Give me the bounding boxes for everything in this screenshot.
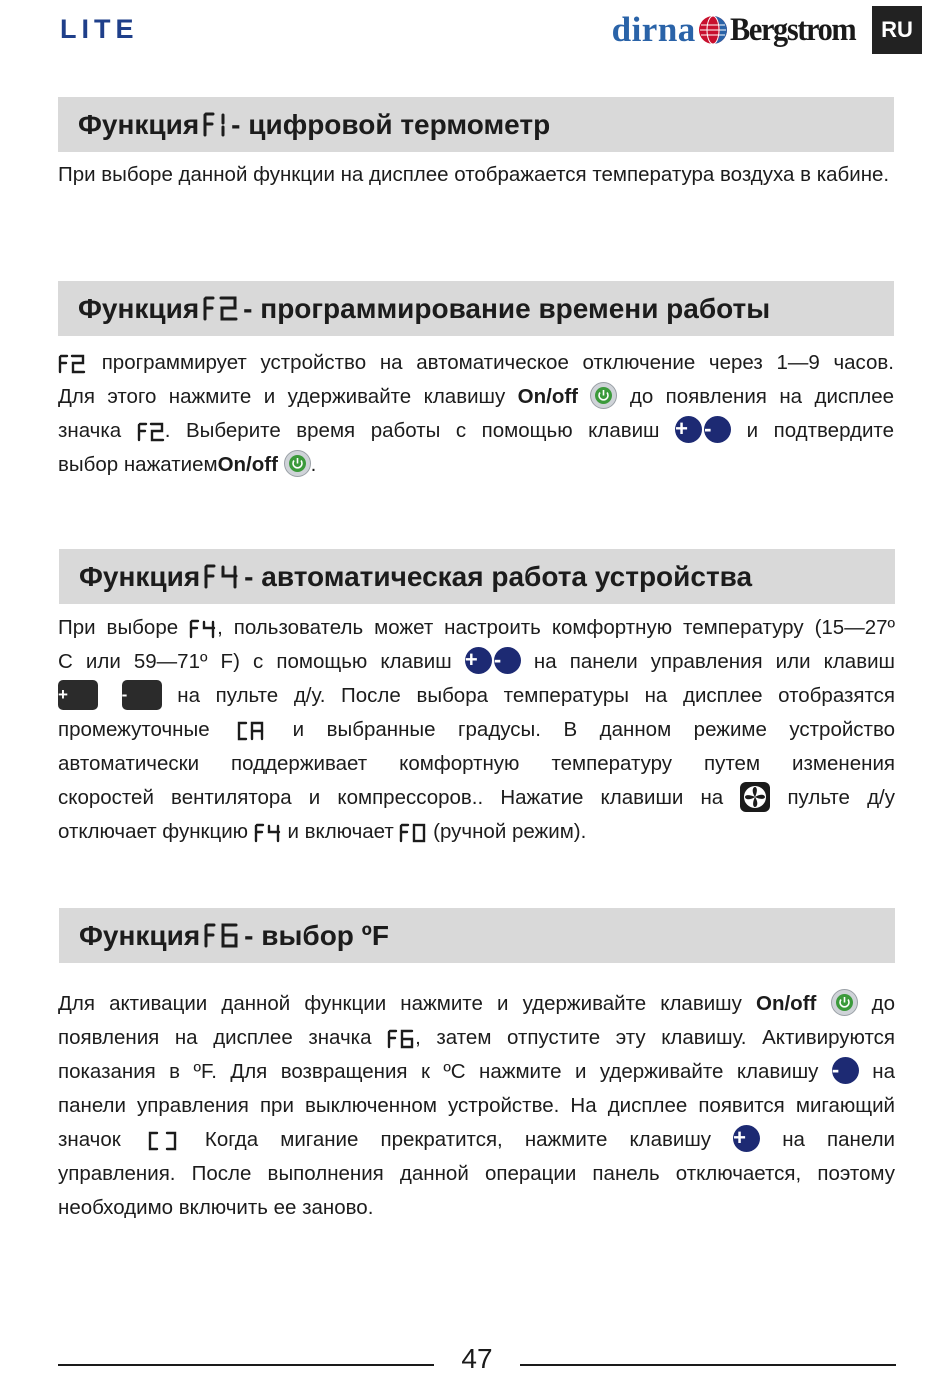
segment-display-icon <box>204 922 240 950</box>
text: (ручной режим). <box>427 820 587 843</box>
text: автоматически поддерживает комфортную температуру путем изменения <box>58 752 895 775</box>
text: пульте д/у <box>770 786 895 809</box>
text-line <box>58 1055 895 1089</box>
segment-display-icon <box>254 822 282 844</box>
text-line <box>58 380 894 414</box>
text-line <box>58 747 895 781</box>
section-header-f6 <box>59 908 895 963</box>
brand-logo <box>612 6 922 54</box>
segment-display-icon <box>203 111 227 139</box>
text: необходимо включить ее заново. <box>58 1196 374 1219</box>
section-header-f4 <box>59 549 895 604</box>
globe-icon <box>698 15 728 45</box>
text: появления на дисплее значка <box>58 1026 388 1049</box>
plus-button-icon: + <box>675 416 702 443</box>
text: до <box>857 992 895 1015</box>
segment-display-icon <box>204 563 240 591</box>
text: Для активации данной функции нажмите и удерживайте клавишу <box>58 992 757 1015</box>
language-badge: RU <box>872 6 922 54</box>
text: на панели <box>760 1128 895 1151</box>
segment-display-icon <box>137 421 165 443</box>
text-line <box>58 1089 895 1123</box>
text: значок <box>58 1128 121 1151</box>
fan-button-icon <box>740 782 770 812</box>
text: на <box>858 1060 895 1083</box>
text: скоростей вентилятора и компрессоров.. Нажатие клавиши на <box>58 786 724 809</box>
power-button-icon <box>590 382 617 409</box>
bergstrom-logo: Bergstrom <box>729 11 856 48</box>
text: на пульте д/у. После выбора температуры на дисплее отобразятся <box>161 684 895 707</box>
power-button-icon <box>284 450 311 477</box>
text-line <box>58 448 894 482</box>
section-body-f1 <box>58 162 894 188</box>
text-line <box>58 1021 895 1055</box>
onoff-label: On/off <box>217 453 278 476</box>
segment-display-icon <box>58 353 86 375</box>
text-line <box>58 679 895 713</box>
text: выбор нажатием <box>58 453 218 476</box>
minus-button-icon: - <box>832 1057 859 1084</box>
section-title: - автоматическая работа устройства <box>244 560 753 592</box>
text: . Выберите время работы с помощью клавиш <box>164 419 676 442</box>
text-line <box>58 1123 895 1157</box>
minus-button-icon: - <box>704 416 731 443</box>
text: на панели управления или клавиш <box>520 650 895 673</box>
power-button-icon <box>831 989 858 1016</box>
segment-display-icon <box>236 720 266 742</box>
text: программирует устройство на автоматическое отключение через 1—9 часов. <box>88 351 894 374</box>
section-title: - цифровой термометр <box>231 108 551 140</box>
text: показания в ºF. Для возвращения к ºС нажмите и удерживайте клавишу <box>58 1060 832 1083</box>
series-logo: LITE <box>60 14 139 44</box>
section-body-f4 <box>58 611 895 849</box>
text-line <box>58 1191 895 1225</box>
section-prefix: Функция <box>78 108 200 140</box>
text: управления. После выполнения данной операции панель отключается, поэтому <box>58 1162 895 1185</box>
text-line <box>58 815 895 849</box>
text-line <box>58 781 895 815</box>
segment-display-icon <box>399 822 427 844</box>
text: , затем отпустите эту клавишу. Активируются <box>415 1026 895 1049</box>
section-title: - выбор ºF <box>244 919 390 951</box>
text-line <box>58 414 894 448</box>
section-header-f2 <box>58 281 894 336</box>
text-line <box>58 645 895 679</box>
text: панели управления при выключенном устройстве. На дисплее появится мигающий <box>58 1094 895 1117</box>
section-body-f6 <box>58 987 895 1225</box>
text-line <box>58 611 895 645</box>
text: и подтвердите <box>731 419 894 442</box>
segment-display-icon <box>203 295 239 323</box>
remote-plus-temp-icon: + <box>58 680 98 710</box>
plus-button-icon: + <box>465 647 492 674</box>
text: . <box>310 453 317 476</box>
text: значка <box>58 419 137 442</box>
text-line <box>58 346 894 380</box>
section-body-f2 <box>58 346 894 482</box>
section-prefix: Функция <box>79 919 201 951</box>
footer-rule-right <box>520 1364 896 1366</box>
segment-display-icon <box>387 1028 415 1050</box>
onoff-label: On/off <box>756 992 817 1015</box>
paragraph: При выборе данной функции на дисплее отображается температура воздуха в кабине. <box>58 163 890 186</box>
remote-minus-temp-icon: - <box>122 680 162 710</box>
text: Когда мигание прекратится, нажмите клавишу <box>182 1128 734 1151</box>
text: С или 59—71º F) с помощью клавиш <box>58 650 465 673</box>
segment-display-icon <box>147 1130 179 1152</box>
dirna-logo: dirna <box>611 10 696 49</box>
section-header-f1 <box>58 97 894 152</box>
section-title: - программирование времени работы <box>243 292 771 324</box>
text-line <box>58 1157 895 1191</box>
section-prefix: Функция <box>78 292 200 324</box>
text: и включает <box>281 820 400 843</box>
footer-rule-left <box>58 1364 434 1366</box>
text-line <box>58 713 895 747</box>
text: , пользователь может настроить комфортную температуру (15—27º <box>217 616 895 639</box>
text: Для этого нажмите и удерживайте клавишу <box>58 385 518 408</box>
minus-button-icon: - <box>494 647 521 674</box>
segment-display-icon <box>189 618 217 640</box>
text: и выбранные градусы. В данном режиме устройство <box>292 718 895 741</box>
text: отключает функцию <box>58 820 254 843</box>
text: промежуточные <box>58 718 210 741</box>
onoff-label: On/off <box>517 385 578 408</box>
text: При выборе <box>58 616 190 639</box>
text: до появления на дисплее <box>617 385 894 408</box>
text-line <box>58 987 895 1021</box>
section-prefix: Функция <box>79 560 201 592</box>
plus-button-icon: + <box>733 1125 760 1152</box>
page-number: 47 <box>461 1343 493 1374</box>
